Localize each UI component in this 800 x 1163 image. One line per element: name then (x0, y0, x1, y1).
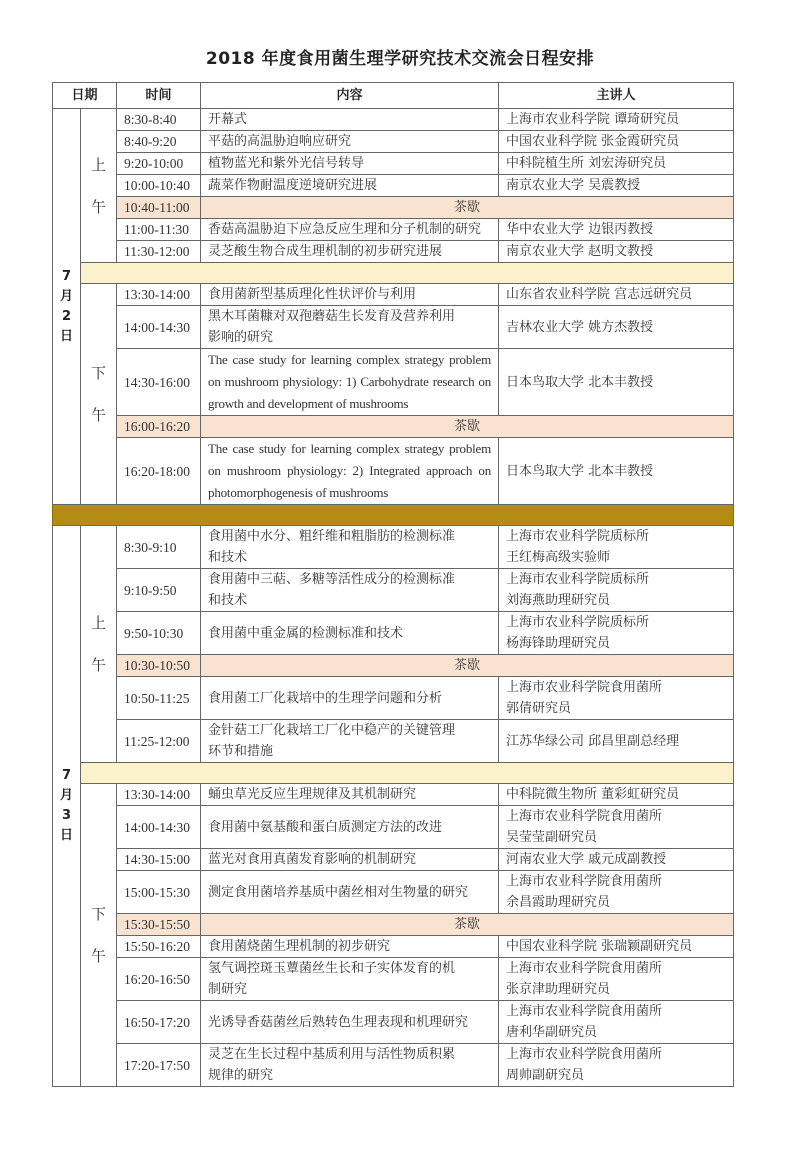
session-speaker: 上海市农业科学院食用菌所 张京津助理研究员 (499, 958, 734, 1001)
page-title: 2018 年度食用菌生理学研究技术交流会日程安排 (205, 49, 595, 69)
time-cell: 11:00-11:30 (117, 219, 201, 241)
session-content: 植物蓝光和紫外光信号转导 (201, 153, 499, 175)
schedule-table (52, 82, 734, 1087)
session-content: 金针菇工厂化栽培工厂化中稳产的关键管理 环节和措施 (201, 720, 499, 763)
session-speaker: 日本鸟取大学 北本丰教授 (499, 349, 734, 416)
time-cell: 13:30-14:00 (117, 284, 201, 306)
time-cell: 15:00-15:30 (117, 871, 201, 914)
session-row (53, 936, 734, 958)
session-row (53, 526, 734, 569)
session-content: 开幕式 (201, 109, 499, 131)
session-row (53, 131, 734, 153)
session-speaker: 上海市农业科学院 谭琦研究员 (499, 109, 734, 131)
session-content: 蔬菜作物耐温度逆境研究进展 (201, 175, 499, 197)
session-content: The case study for learning complex strategy problem on mushroom physiology: 1) Carbohydrate research on growth and development of mushrooms (201, 349, 499, 416)
tea-break-label: 茶歇 (201, 655, 734, 677)
time-cell: 16:50-17:20 (117, 1001, 201, 1044)
session-row (53, 720, 734, 763)
time-cell: 17:20-17:50 (117, 1044, 201, 1087)
session-row (53, 284, 734, 306)
session-speaker: 上海市农业科学院食用菌所 唐利华副研究员 (499, 1001, 734, 1044)
session-content: 测定食用菌培养基质中菌丝相对生物量的研究 (201, 871, 499, 914)
session-row (53, 109, 734, 131)
session-speaker: 上海市农业科学院食用菌所 余昌霞助理研究员 (499, 871, 734, 914)
session-speaker: 上海市农业科学院食用菌所 周帅副研究员 (499, 1044, 734, 1087)
time-cell: 10:00-10:40 (117, 175, 201, 197)
time-cell: 14:30-16:00 (117, 349, 201, 416)
time-cell: 8:30-9:10 (117, 526, 201, 569)
lunch-band-cell (81, 763, 734, 784)
session-content: 平菇的高温胁迫响应研究 (201, 131, 499, 153)
header-time: 时间 (117, 83, 201, 109)
session-speaker: 河南农业大学 戚元成副教授 (499, 849, 734, 871)
session-row (53, 958, 734, 1001)
tea-break-label: 茶歇 (201, 416, 734, 438)
session-speaker: 上海市农业科学院质标所 王红梅高级实验师 (499, 526, 734, 569)
time-cell: 15:50-16:20 (117, 936, 201, 958)
lunch-break-band (53, 763, 734, 784)
session-content: 光诱导香菇菌丝后熟转色生理表现和机理研究 (201, 1001, 499, 1044)
tea-break-label: 茶歇 (201, 197, 734, 219)
time-cell: 14:00-14:30 (117, 306, 201, 349)
time-cell: 16:20-18:00 (117, 438, 201, 505)
session-content: 蛹虫草光反应生理规律及其机制研究 (201, 784, 499, 806)
time-cell: 10:30-10:50 (117, 655, 201, 677)
session-content: The case study for learning complex strategy problem on mushroom physiology: 2) Integrated approach on photomorphogenesis of mushrooms (201, 438, 499, 505)
session-row (53, 569, 734, 612)
session-speaker: 南京农业大学 赵明文教授 (499, 241, 734, 263)
time-cell: 15:30-15:50 (117, 914, 201, 936)
date-cell: 7 月 2 日 (53, 109, 81, 505)
time-cell: 11:30-12:00 (117, 241, 201, 263)
time-cell: 13:30-14:00 (117, 784, 201, 806)
session-content: 氢气调控斑玉蕈菌丝生长和子实体发育的机 制研究 (201, 958, 499, 1001)
time-cell: 16:00-16:20 (117, 416, 201, 438)
tea-break-row (53, 197, 734, 219)
session-row (53, 175, 734, 197)
session-content: 食用菌中重金属的检测标准和技术 (201, 612, 499, 655)
time-cell: 16:20-16:50 (117, 958, 201, 1001)
session-row (53, 871, 734, 914)
time-cell: 14:00-14:30 (117, 806, 201, 849)
tea-break-row (53, 416, 734, 438)
session-content: 蓝光对食用真菌发育影响的机制研究 (201, 849, 499, 871)
session-content: 食用菌中水分、粗纤维和粗脂肪的检测标准 和技术 (201, 526, 499, 569)
tea-break-row (53, 914, 734, 936)
session-content: 香菇高温胁迫下应急反应生理和分子机制的研究 (201, 219, 499, 241)
day-separator-cell (53, 505, 734, 526)
session-speaker: 中科院微生物所 董彩虹研究员 (499, 784, 734, 806)
session-speaker: 上海市农业科学院食用菌所 郭倩研究员 (499, 677, 734, 720)
session-row (53, 806, 734, 849)
session-content: 食用菌工厂化栽培中的生理学问题和分析 (201, 677, 499, 720)
header-date: 日期 (53, 83, 117, 109)
session-speaker: 吉林农业大学 姚方杰教授 (499, 306, 734, 349)
session-content: 食用菌烧菌生理机制的初步研究 (201, 936, 499, 958)
session-row (53, 438, 734, 505)
session-row (53, 849, 734, 871)
time-cell: 9:20-10:00 (117, 153, 201, 175)
session-speaker: 山东省农业科学院 宫志远研究员 (499, 284, 734, 306)
session-content: 食用菌新型基质理化性状评价与利用 (201, 284, 499, 306)
session-speaker: 华中农业大学 边银丙教授 (499, 219, 734, 241)
session-speaker: 中科院植生所 刘宏涛研究员 (499, 153, 734, 175)
session-speaker: 上海市农业科学院质标所 杨海锋助理研究员 (499, 612, 734, 655)
header-row (53, 83, 734, 109)
session-speaker: 上海市农业科学院食用菌所 吴莹莹副研究员 (499, 806, 734, 849)
session-speaker: 上海市农业科学院质标所 刘海燕助理研究员 (499, 569, 734, 612)
period-morning: 上 午 (81, 109, 117, 263)
session-speaker: 日本鸟取大学 北本丰教授 (499, 438, 734, 505)
session-row (53, 306, 734, 349)
session-row (53, 153, 734, 175)
session-row (53, 1001, 734, 1044)
period-afternoon: 下 午 (81, 784, 117, 1087)
header-content: 内容 (201, 83, 499, 109)
time-cell: 9:10-9:50 (117, 569, 201, 612)
session-content: 灵芝在生长过程中基质利用与活性物质积累 规律的研究 (201, 1044, 499, 1087)
lunch-band-cell (81, 263, 734, 284)
session-row (53, 677, 734, 720)
session-row (53, 219, 734, 241)
time-cell: 14:30-15:00 (117, 849, 201, 871)
session-row (53, 784, 734, 806)
date-cell: 7 月 3 日 (53, 526, 81, 1087)
header-speaker: 主讲人 (499, 83, 734, 109)
session-row (53, 612, 734, 655)
lunch-break-band (53, 263, 734, 284)
session-row (53, 349, 734, 416)
session-speaker: 南京农业大学 吴震教授 (499, 175, 734, 197)
session-content: 食用菌中氨基酸和蛋白质测定方法的改进 (201, 806, 499, 849)
session-speaker: 中国农业科学院 张金霞研究员 (499, 131, 734, 153)
session-content: 食用菌中三萜、多糖等活性成分的检测标准 和技术 (201, 569, 499, 612)
time-cell: 11:25-12:00 (117, 720, 201, 763)
time-cell: 9:50-10:30 (117, 612, 201, 655)
time-cell: 8:40-9:20 (117, 131, 201, 153)
session-row (53, 1044, 734, 1087)
time-cell: 10:50-11:25 (117, 677, 201, 720)
session-row (53, 241, 734, 263)
session-speaker: 中国农业科学院 张瑞颖副研究员 (499, 936, 734, 958)
session-content: 灵芝酸生物合成生理机制的初步研究进展 (201, 241, 499, 263)
tea-break-row (53, 655, 734, 677)
day-separator (53, 505, 734, 526)
period-morning: 上 午 (81, 526, 117, 763)
session-content: 黑木耳菌糠对双孢蘑菇生长发育及营养利用 影响的研究 (201, 306, 499, 349)
period-afternoon: 下 午 (81, 284, 117, 505)
time-cell: 8:30-8:40 (117, 109, 201, 131)
tea-break-label: 茶歇 (201, 914, 734, 936)
session-speaker: 江苏华绿公司 邱昌里副总经理 (499, 720, 734, 763)
time-cell: 10:40-11:00 (117, 197, 201, 219)
